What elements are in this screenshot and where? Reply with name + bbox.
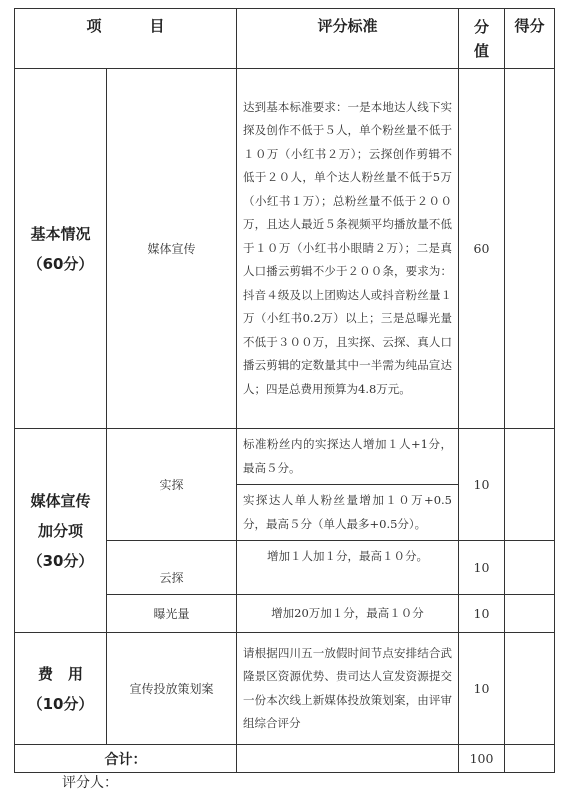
header-item-left: 项 — [86, 17, 102, 35]
basic-category-name: 基本情况 — [30, 224, 91, 243]
assessor-label: 评分人： — [62, 775, 118, 791]
header-points: 分值 — [459, 9, 505, 69]
bonus-exposure-score-cell[interactable] — [505, 595, 555, 633]
cost-score-cell[interactable] — [505, 633, 555, 745]
bonus-exposure-criteria: 增加20万加１分，最高１０分 — [237, 595, 459, 633]
header-score: 得分 — [505, 9, 555, 69]
bonus-category-points: （30分） — [27, 551, 94, 570]
cost-category — [15, 633, 107, 745]
bonus-shitan-points: 10 — [459, 429, 505, 541]
total-criteria-blank — [237, 745, 459, 773]
cost-criteria: 请根据四川五一放假时间节点安排结合武隆景区资源优势、贵司达人宣发资源提交一份本次线上新媒体投放策划案，由评审组综合评分 — [237, 633, 459, 745]
total-row — [15, 745, 555, 773]
bonus-yuntan-criteria: 增加１人加１分，最高１０分。 — [237, 541, 459, 595]
bonus-shitan-score-cell[interactable] — [505, 429, 555, 541]
header-item-right: 目 — [149, 17, 165, 35]
bonus-category — [15, 429, 107, 633]
scoring-table — [14, 8, 555, 773]
header-criteria: 评分标准 — [237, 9, 459, 69]
basic-category — [15, 69, 107, 429]
bonus-shitan-row1 — [15, 429, 555, 485]
cost-category-name: 费 用 — [37, 664, 83, 683]
basic-sub-media: 媒体宣传 — [107, 69, 237, 429]
header-item — [15, 9, 237, 69]
bonus-category-name: 媒体宣传 — [30, 491, 91, 510]
bonus-exposure-points: 10 — [459, 595, 505, 633]
bonus-shitan-criteria1: 标准粉丝内的实探达人增加１人+1分，最高５分。 — [237, 429, 459, 485]
total-score-cell[interactable] — [505, 745, 555, 773]
header-row — [15, 9, 555, 69]
bonus-yuntan-score-cell[interactable] — [505, 541, 555, 595]
bonus-sub-exposure: 曝光量 — [107, 595, 237, 633]
basic-row — [15, 69, 555, 429]
bonus-category-name2: 加分项 — [37, 521, 83, 540]
total-points: 100 — [459, 745, 505, 773]
bonus-shitan-criteria2: 实探达人单人粉丝量增加１０万+0.5分，最高５分（单人最多+0.5分）。 — [237, 485, 459, 541]
cost-points: 10 — [459, 633, 505, 745]
basic-points: 60 — [459, 69, 505, 429]
cost-sub-plan: 宣传投放策划案 — [107, 633, 237, 745]
bonus-yuntan-points: 10 — [459, 541, 505, 595]
total-label: 合计： — [15, 745, 237, 773]
bonus-sub-shitan: 实探 — [107, 429, 237, 541]
basic-criteria: 达到基本标准要求：一是本地达人线下实探及创作不低于５人，单个粉丝量不低于１０万（小红书２万）；云探创作剪辑不低于２０人，单个达人粉丝量不低于5万（小红书１万）；总粉丝量不低于２００万，且达人最近５条视频平均播放量不低于１０万（小红书小眼睛２万）；二是真人口播云剪辑不少于２００条，要求为：抖音４级及以上团购达人或抖音粉丝量１万（小红书0.2万）以上；三是总曝光量不低于３００万，且实探、云探、真人口播云剪辑的定数量其中一半需为纯品宣达人；四是总费用预算为4.8万元。 — [237, 69, 459, 429]
bonus-sub-yuntan: 云探 — [107, 541, 237, 595]
cost-category-points: （10分） — [27, 694, 94, 713]
basic-score-cell[interactable] — [505, 69, 555, 429]
basic-category-points: （60分） — [27, 254, 94, 273]
cost-row — [15, 633, 555, 745]
